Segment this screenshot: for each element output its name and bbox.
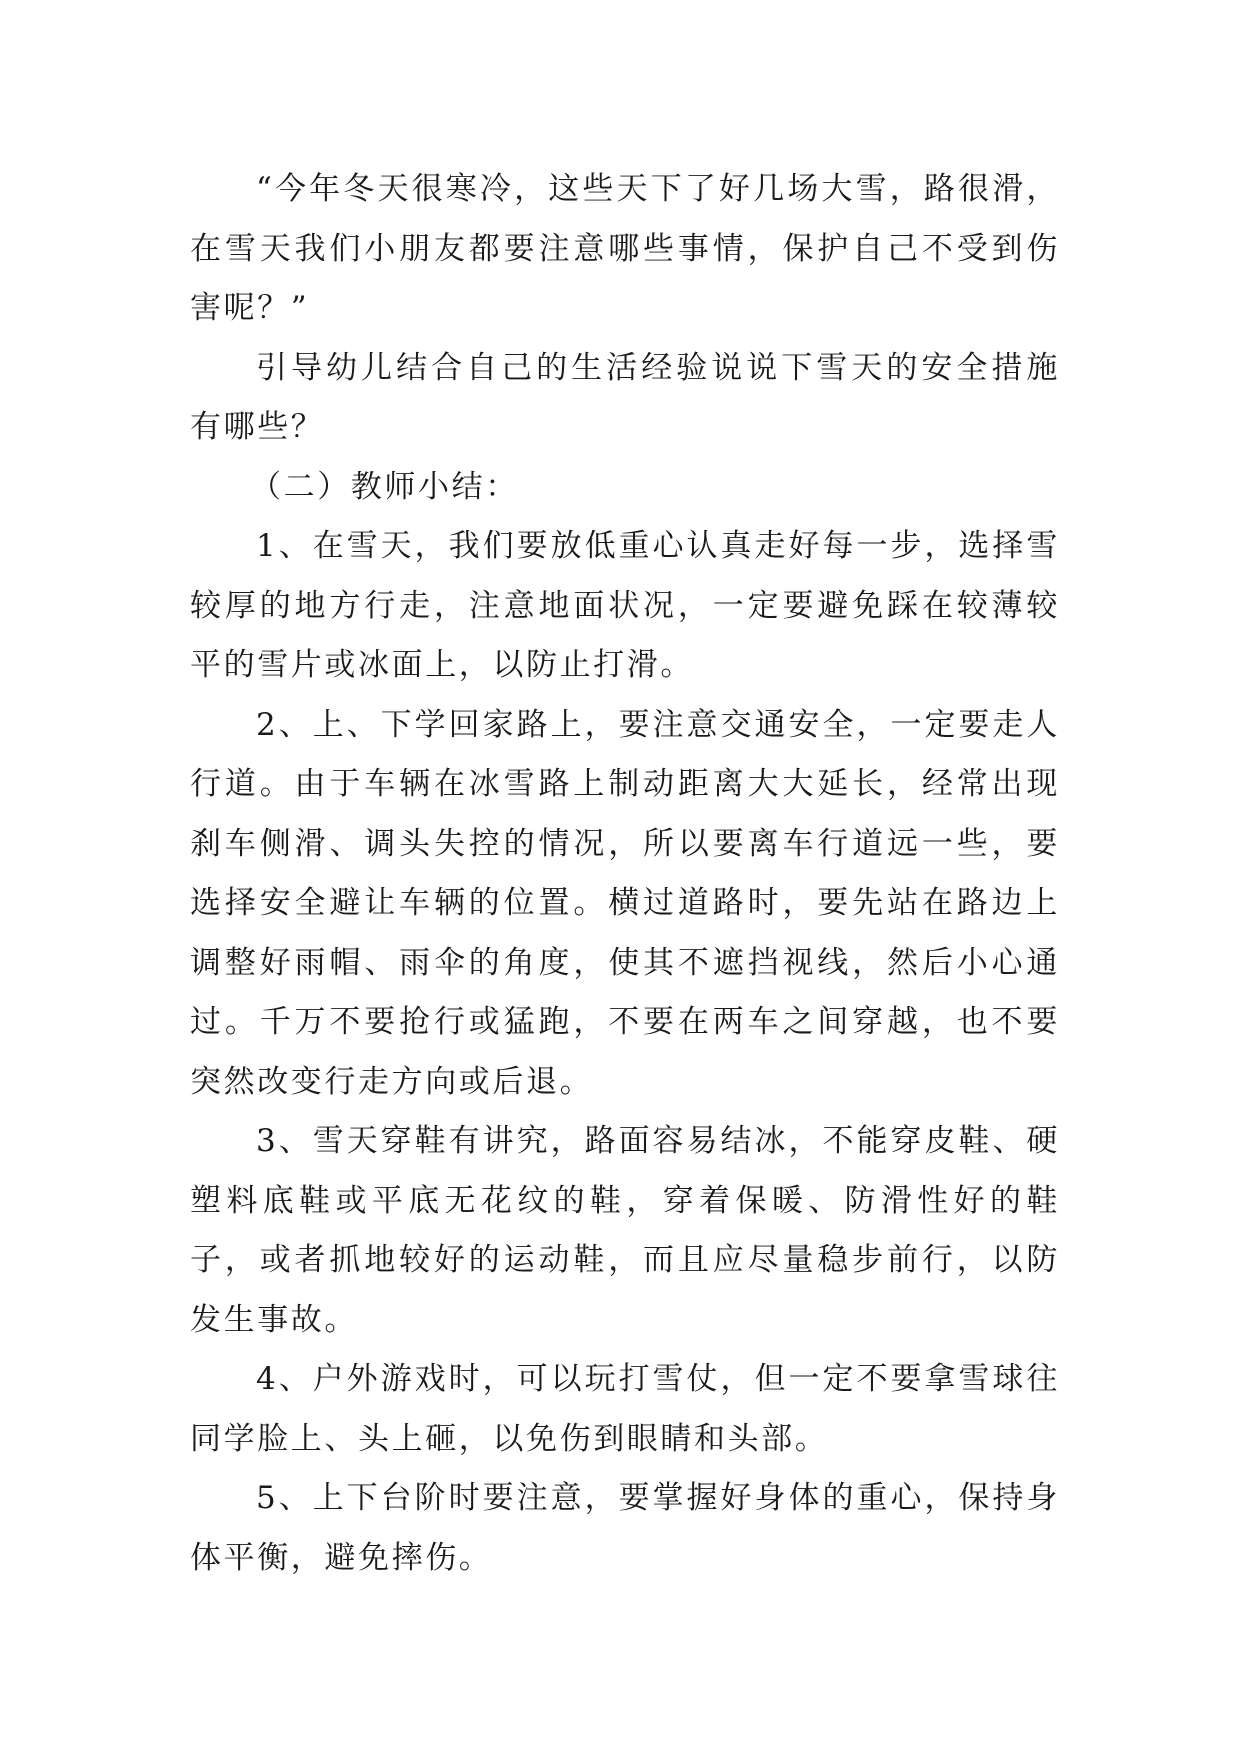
list-item-1: 1、在雪天，我们要放低重心认真走好每一步，选择雪较厚的地方行走，注意地面状况，一定要避免踩在较薄较平的雪片或冰面上，以防止打滑。: [190, 528, 1060, 683]
quote-paragraph: “今年冬天很寒冷，这些天下了好几场大雪，路很滑，在雪天我们小朋友都要注意哪些事情，保护自己不受到伤害呢？”: [190, 171, 1060, 326]
list-item-3: 3、雪天穿鞋有讲究，路面容易结冰，不能穿皮鞋、硬塑料底鞋或平底无花纹的鞋，穿着保暖、防滑性好的鞋子，或者抓地较好的运动鞋，而且应尽量稳步前行，以防发生事故。: [190, 1123, 1060, 1338]
section-heading: （二）教师小结：: [250, 468, 519, 505]
guidance-paragraph: 引导幼儿结合自己的生活经验说说下雪天的安全措施有哪些？: [190, 349, 1060, 445]
document-page: [190, 160, 1060, 1588]
list-item-2: 2、上、下学回家路上，要注意交通安全，一定要走人行道。由于车辆在冰雪路上制动距离大大延长，经常出现刹车侧滑、调头失控的情况，所以要离车行道远一些，要选择安全避让车辆的位置。横过道路时，要先站在路边上调整好雨帽、雨伞的角度，使其不遮挡视线，然后小心通过。千万不要抢行或猛跑，不要在两车之间穿越，也不要突然改变行走方向或后退。: [190, 706, 1060, 1100]
list-item-5: 5、上下台阶时要注意，要掌握好身体的重心，保持身体平衡，避免摔伤。: [190, 1480, 1060, 1576]
list-item-4: 4、户外游戏时，可以玩打雪仗，但一定不要拿雪球往同学脸上、头上砸，以免伤到眼睛和头部。: [190, 1361, 1060, 1457]
